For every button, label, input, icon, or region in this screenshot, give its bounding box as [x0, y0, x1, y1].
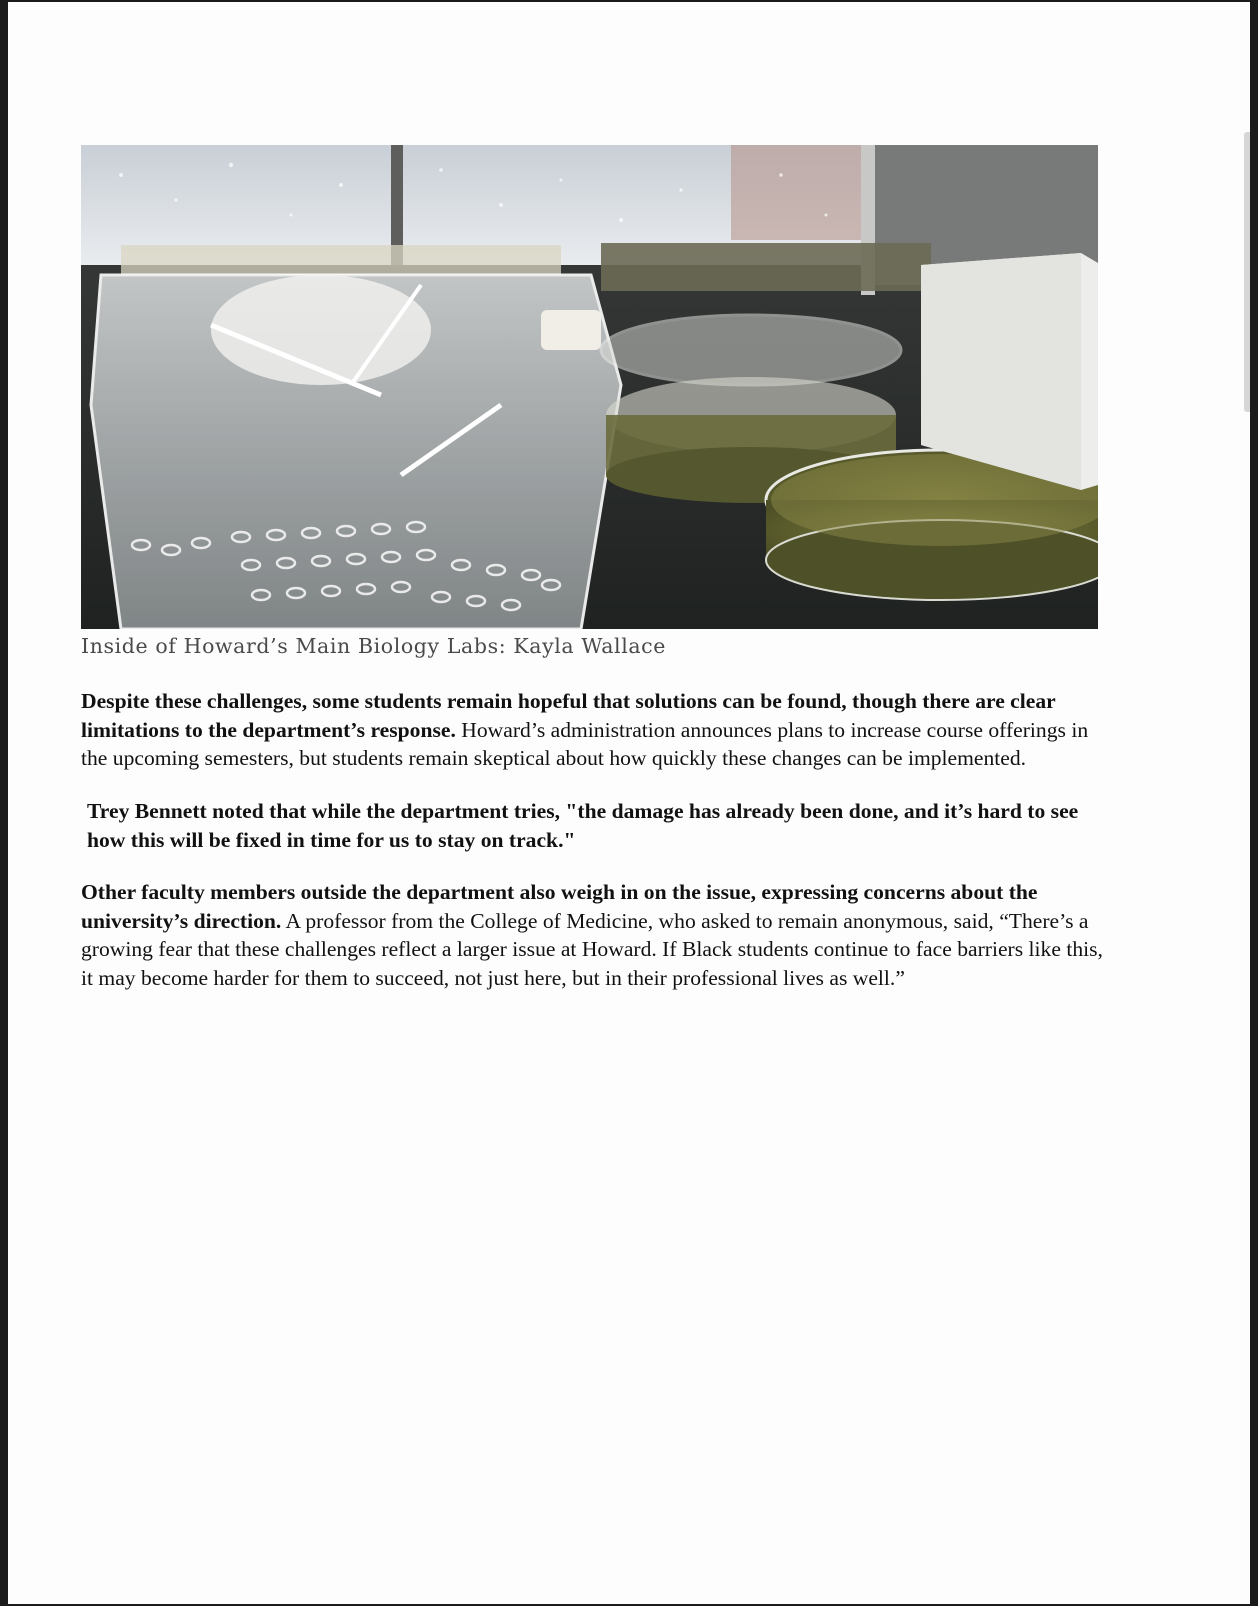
- document-page: [8, 2, 1250, 1604]
- paragraph-body: A professor from the College of Medicine, who asked to remain anonymous, said, “There’s a growing fear that these challenges reflect a larger issue at Howard. If Black students continue to face barriers like this, it may become harder for them to succeed, not just here, but in their professional lives as well.”: [81, 908, 1103, 990]
- paragraph-trey-bennett-quote: [81, 797, 1117, 854]
- paragraph-lead: Other faculty members outside the department also weigh in on the issue, expressing concerns about the university’s direction.: [81, 880, 1038, 933]
- paragraph-lead: Despite these challenges, some students remain hopeful that solutions can be found, though there are clear limitations to the department’s response.: [81, 689, 1056, 742]
- paragraph-lead: Trey Bennett noted that while the department tries, "the damage has already been done, and it’s hard to see how this will be fixed in time for us to stay on track.": [87, 799, 1079, 852]
- paragraph-hopeful-students: [81, 687, 1111, 773]
- photo-caption: Inside of Howard’s Main Biology Labs: Kayla Wallace: [81, 634, 667, 658]
- paragraph-faculty-concerns: [81, 878, 1111, 992]
- scrollbar-thumb[interactable]: [1244, 132, 1250, 412]
- paragraph-body: Howard’s administration announces plans to increase course offerings in the upcoming semesters, but students remain skeptical about how quickly these changes can be implemented.: [81, 717, 1089, 770]
- lab-photo: [81, 145, 1098, 629]
